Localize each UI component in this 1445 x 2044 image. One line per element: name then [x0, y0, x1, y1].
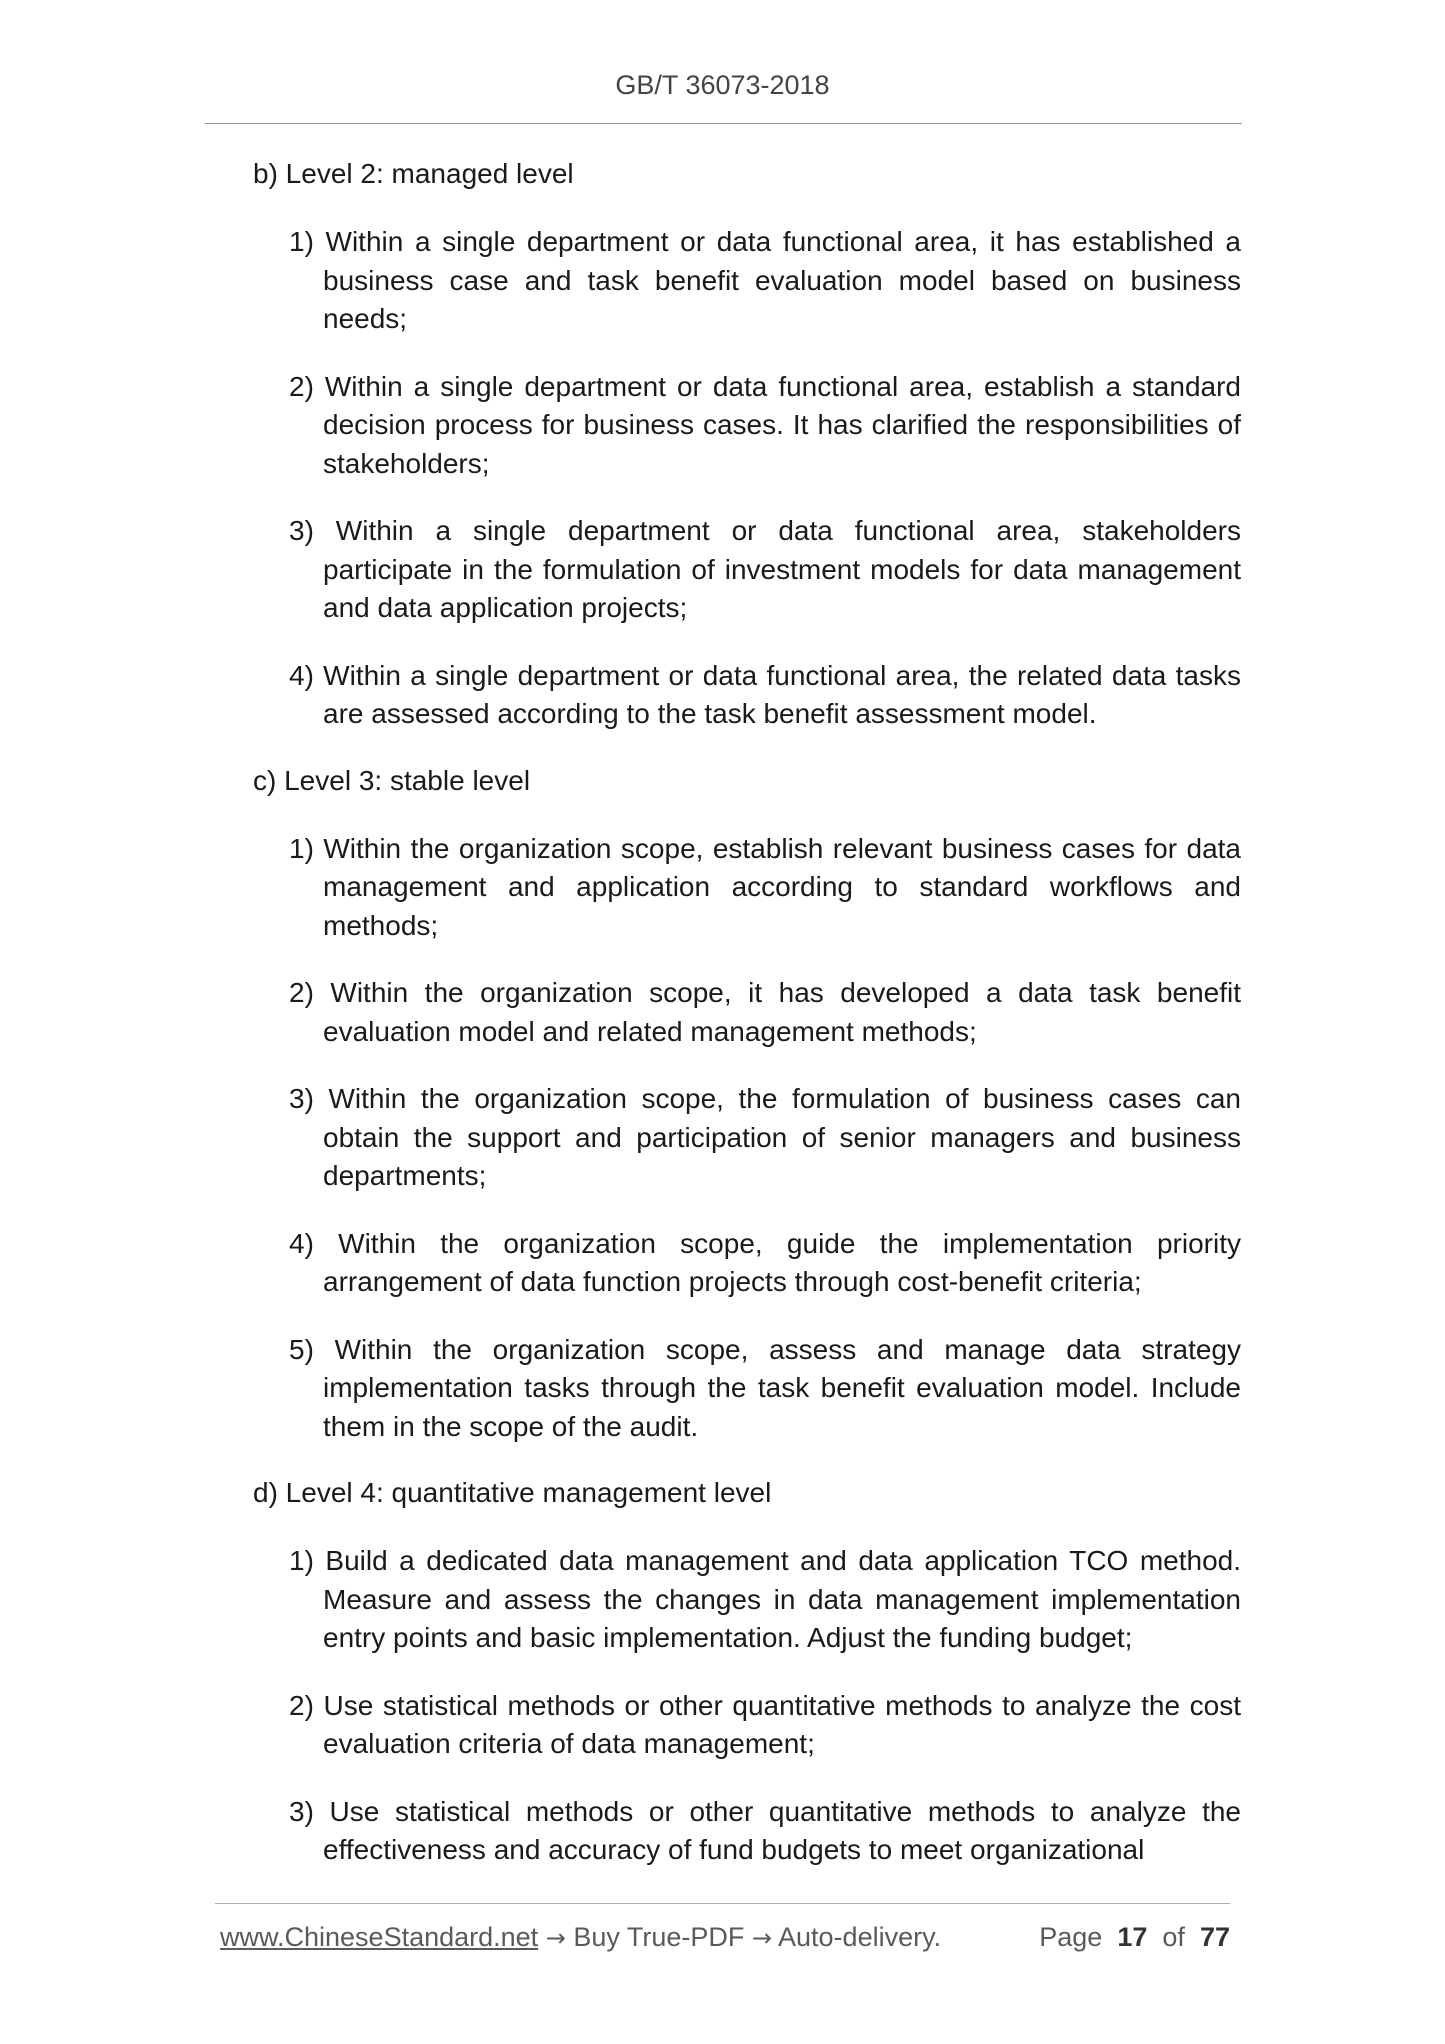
level-3-item-3: 3) Within the organization scope, the formulation of business cases can obtain the support and participation of senior managers and business departments;: [289, 1083, 1241, 1191]
page-label: Page: [1039, 1922, 1103, 1952]
level-2-section: [253, 155, 1241, 734]
arrow-right-icon: →: [545, 1924, 566, 1952]
footer-promo: [220, 1922, 941, 1953]
level-3-item-2: 2) Within the organization scope, it has developed a data task benefit evaluation model and related management methods;: [289, 977, 1241, 1047]
arrow-right-icon: →: [751, 1924, 772, 1952]
page-footer: [220, 1922, 1230, 1962]
level-2-item-3: 3) Within a single department or data functional area, stakeholders participate in the formulation of investment models for data management and data application projects;: [289, 515, 1241, 623]
document-body: [0, 155, 1445, 1898]
level-3-title: c) Level 3: stable level: [253, 764, 531, 796]
level-3-item-5: 5) Within the organization scope, assess and manage data strategy implementation tasks through the task benefit evaluation model. Include them in the scope of the audit.: [289, 1333, 1241, 1442]
document-code-header: GB/T 36073-2018: [615, 70, 830, 100]
level-4-title: d) Level 4: quantitative management level: [253, 1477, 772, 1508]
level-3-item-1: 1) Within the organization scope, establish relevant business cases for data management and application according to standard workflows and methods;: [289, 832, 1241, 941]
level-3-section: [253, 762, 1241, 1447]
header-divider: [205, 123, 1242, 124]
level-2-item-2: 2) Within a single department or data functional area, establish a standard decision process for business cases. It has clarified the responsibilities of stakeholders;: [289, 370, 1241, 479]
page-of-label: of: [1162, 1922, 1185, 1952]
level-2-item-1: 1) Within a single department or data functional area, it has established a business case and task benefit evaluation model based on business needs;: [289, 226, 1241, 334]
footer-divider: [215, 1903, 1230, 1904]
delivery-text: Auto-delivery.: [778, 1922, 942, 1952]
level-4-section: [253, 1474, 1241, 1870]
level-4-item-3: 3) Use statistical methods or other quantitative methods to analyze the effectiveness and accuracy of fund budgets to meet organizational: [289, 1795, 1241, 1865]
level-2-item-4: 4) Within a single department or data functional area, the related data tasks are assessed according to the task benefit assessment model.: [289, 659, 1241, 729]
level-3-item-4: 4) Within the organization scope, guide the implementation priority arrangement of data function projects through cost-benefit criteria;: [289, 1227, 1241, 1297]
level-4-item-1: 1) Build a dedicated data management and data application TCO method. Measure and assess the changes in data management implementation entry points and basic implementation. Adjust the funding budget;: [289, 1545, 1241, 1653]
page-number: [1039, 1922, 1230, 1953]
page-current: 17: [1117, 1922, 1148, 1952]
level-2-title: b) Level 2: managed level: [253, 158, 574, 189]
buy-text: Buy True-PDF: [573, 1922, 745, 1952]
page-total: 77: [1199, 1922, 1230, 1952]
level-4-item-2: 2) Use statistical methods or other quantitative methods to analyze the cost evaluation criteria of data management;: [289, 1689, 1241, 1759]
website-link[interactable]: www.ChineseStandard.net: [220, 1922, 539, 1952]
